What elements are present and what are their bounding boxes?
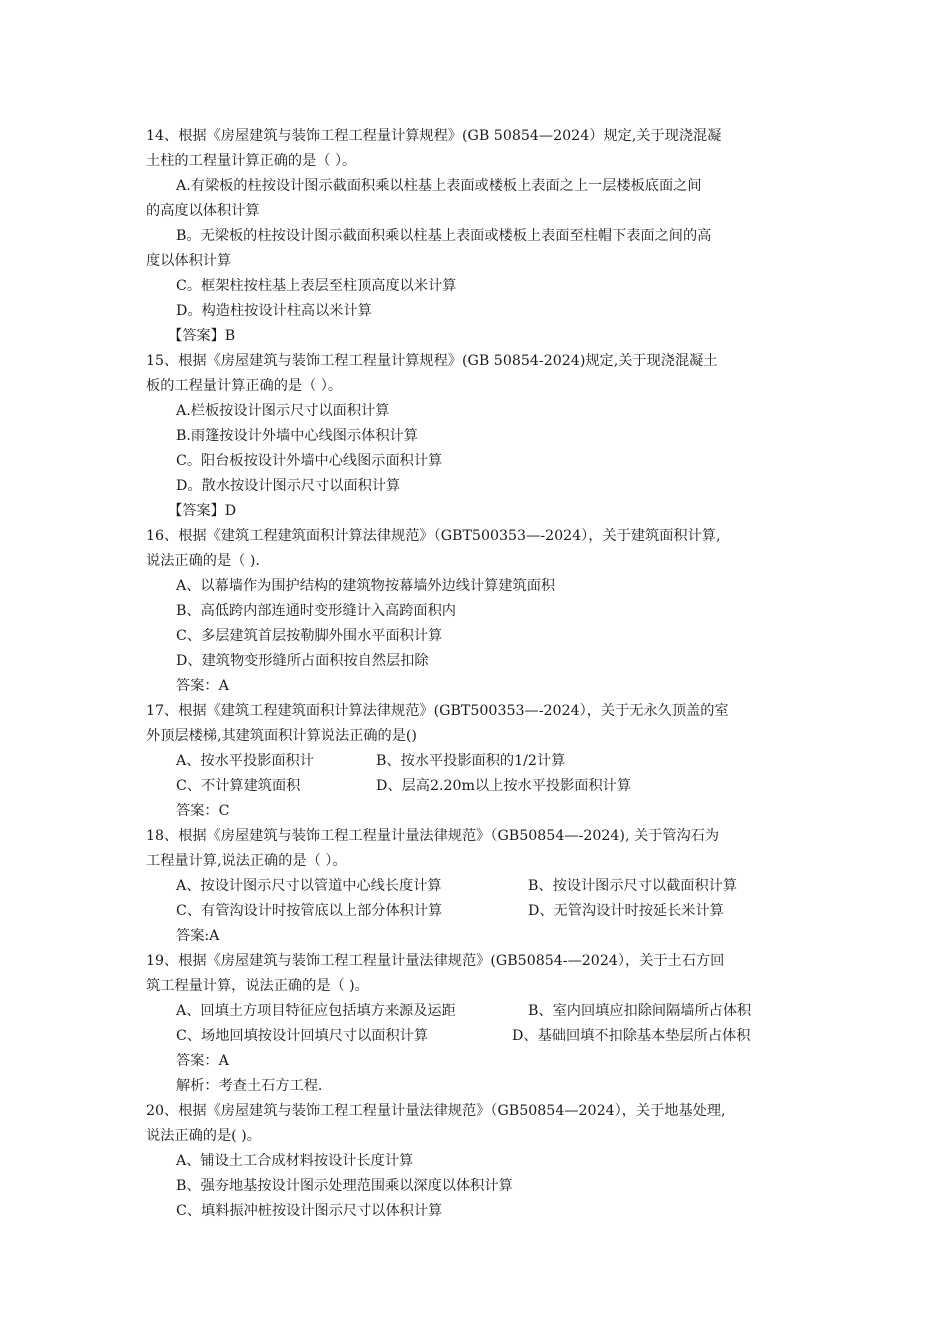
question-stem: 工程量计算,说法正确的是（ ）。 [146,853,347,869]
answer: 答案：A [176,678,229,694]
option-a: A、以幕墙作为围护结构的建筑物按幕墙外边线计算建筑面积 [176,578,556,594]
option-b: B。无梁板的柱按设计图示截面积乘以柱基上表面或楼板上表面至柱帽下表面之间的高 [176,228,712,244]
question-stem: 16、根据《建筑工程建筑面积计算法律规范》（GBT500353—-2024），关于建筑面积计算, [146,528,721,544]
option-c: C、不计算建筑面积 [176,778,301,794]
option-d: D、建筑物变形缝所占面积按自然层扣除 [176,653,429,669]
option-row [146,774,818,799]
question-list [146,124,818,1224]
option-d: D。构造柱按设计柱高以米计算 [176,303,372,319]
option-c: C、填料振冲桩按设计图示尺寸以体积计算 [176,1203,443,1219]
option-b: B、强夯地基按设计图示处理范围乘以深度以体积计算 [176,1178,513,1194]
question-stem: 20、根据《房屋建筑与装饰工程工程量计量法律规范》（GB50854—2024），关于地基处理, [146,1103,726,1119]
question-stem: 说法正确的是（ ). [146,553,260,569]
question-stem: 18、根据《房屋建筑与装饰工程工程量计量法律规范》（GB50854—-2024), 关于管沟石为 [146,828,720,844]
option-b: B、按设计图示尺寸以截面积计算 [528,878,738,894]
option-a: A、按设计图示尺寸以管道中心线长度计算 [176,878,442,894]
option-c: C、有管沟设计时按管底以上部分体积计算 [176,903,443,919]
question-16 [146,524,818,699]
question-19 [146,949,818,1099]
option-b-cont: 度以体积计算 [146,253,232,269]
option-d: D、层高2.20m以上按水平投影面积计算 [376,778,632,794]
option-row [146,999,818,1024]
answer: 答案：A [176,1053,229,1069]
answer: 【答案】B [168,328,236,344]
answer: 答案：C [176,803,230,819]
option-row [146,899,818,924]
option-b: B.雨篷按设计外墙中心线图示体积计算 [176,428,418,444]
option-a: A.有梁板的柱按设计图示截面积乘以柱基上表面或楼板上表面之上一层楼板底面之间 [176,178,702,194]
option-b: B、按水平投影面积的1/2计算 [376,753,566,769]
question-stem: 14、根据《房屋建筑与装饰工程工程量计算规程》(GB 50854—2024）规定,关于现浇混凝 [146,128,722,144]
answer: 答案:A [176,928,220,944]
option-b: B、高低跨内部连通时变形缝计入高跨面积内 [176,603,456,619]
question-17 [146,699,818,824]
option-a: A.栏板按设计图示尺寸以面积计算 [176,403,390,419]
option-d: D、基础回填不扣除基本垫层所占体积 [512,1028,751,1044]
option-b: B、室内回填应扣除间隔墙所占体积 [528,1003,752,1019]
option-a: A、按水平投影面积计 [176,753,314,769]
option-a: A、铺设土工合成材料按设计长度计算 [176,1153,414,1169]
option-a-cont: 的高度以体积计算 [146,203,260,219]
answer: 【答案】D [168,503,237,519]
option-d: D。散水按设计图示尺寸以面积计算 [176,478,401,494]
question-stem: 说法正确的是( )。 [146,1128,261,1144]
question-stem: 板的工程量计算正确的是（ ）。 [146,378,343,394]
option-d: D、无管沟设计时按延长米计算 [528,903,724,919]
question-14 [146,124,818,349]
question-15 [146,349,818,524]
option-c: C、多层建筑首层按勒脚外围水平面积计算 [176,628,443,644]
option-row [146,874,818,899]
question-stem: 19、根据《房屋建筑与装饰工程工程量计量法律规范》(GB50854-—2024），关于土石方回 [146,953,725,969]
option-row [146,1024,818,1049]
option-c: C。框架柱按柱基上表层至柱顶高度以米计算 [176,278,457,294]
option-c: C、场地回填按设计回填尺寸以面积计算 [176,1028,429,1044]
question-stem: 17、根据《建筑工程建筑面积计算法律规范》(GBT500353—-2024），关于无永久顶盖的室 [146,703,729,719]
question-stem: 土柱的工程量计算正确的是（ ）。 [146,153,357,169]
option-row [146,749,818,774]
question-20 [146,1099,818,1224]
question-stem: 15、根据《房屋建筑与装饰工程工程量计算规程》(GB 50854-2024)规定,关于现浇混凝土 [146,353,718,369]
question-18 [146,824,818,949]
question-stem: 筑工程量计算，说法正确的是（ )。 [146,978,369,994]
option-a: A、回填土方项目特征应包括填方来源及运距 [176,1003,456,1019]
analysis: 解析：考查土石方工程. [176,1078,323,1094]
question-stem: 外顶层楼梯,其建筑面积计算说法正确的是() [146,728,417,744]
option-c: C。阳台板按设计外墙中心线图示面积计算 [176,453,443,469]
